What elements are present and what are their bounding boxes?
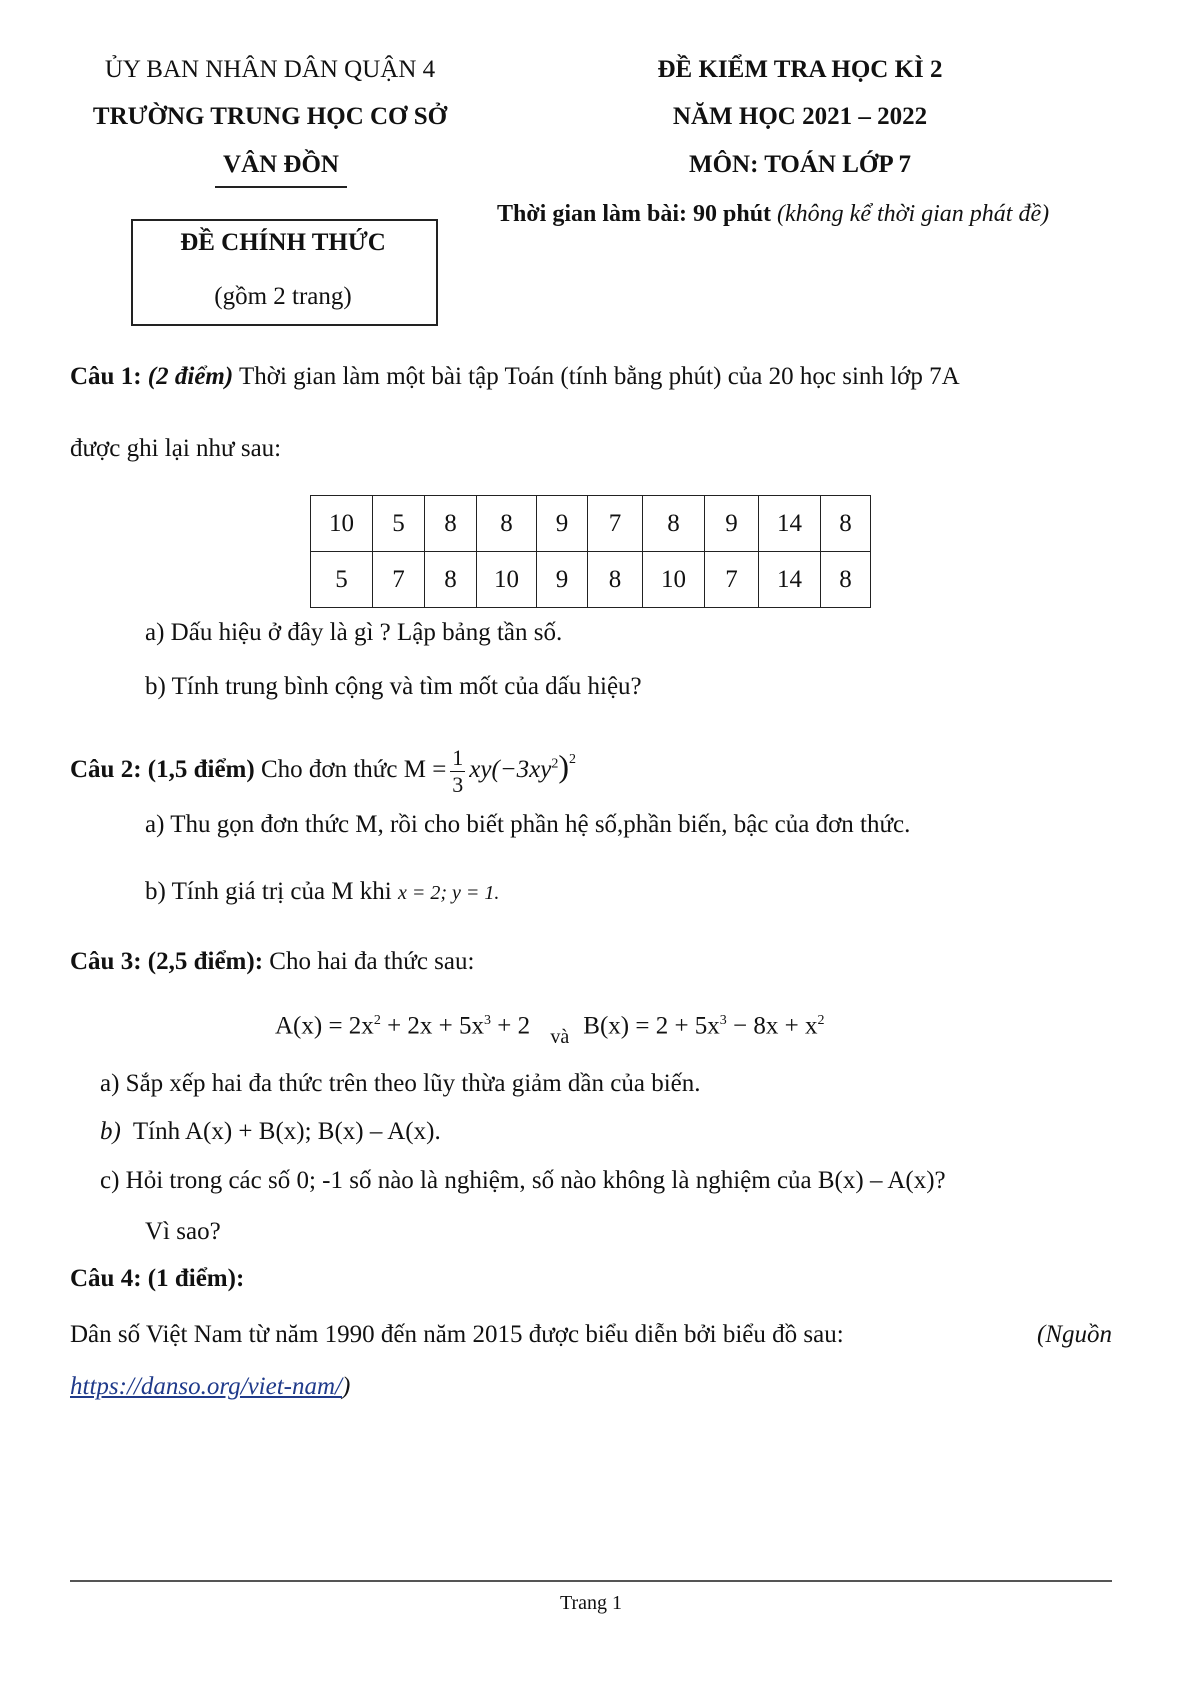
sup: 2 <box>373 1013 381 1028</box>
poly-a: + 2x + 5x <box>380 1012 485 1040</box>
table-cell: 10 <box>477 552 537 608</box>
poly-a: + 2 <box>491 1012 531 1040</box>
q1-body: Thời gian làm một bài tập Toán (tính bằng phút) của 20 học sinh lớp 7A <box>239 363 960 390</box>
q3-label: Câu 3: (2,5 điểm): <box>70 948 264 975</box>
q3-text <box>70 947 474 977</box>
q2-b <box>145 877 499 908</box>
time-note: (không kể thời gian phát đề) <box>777 201 1050 227</box>
paren-close: ) <box>341 1373 351 1400</box>
polynomials <box>275 1006 825 1052</box>
time-limit-bold: Thời gian làm bài: 90 phút <box>497 201 772 227</box>
table-row <box>311 496 871 552</box>
page-number: Trang 1 <box>559 1592 623 1614</box>
table-row <box>311 552 871 608</box>
table-cell: 8 <box>643 496 705 552</box>
q1-points: (2 điểm) <box>147 363 234 390</box>
school-year: NĂM HỌC 2021 – 2022 <box>672 103 928 130</box>
table-cell: 8 <box>821 496 871 552</box>
exam-title: ĐỀ KIỂM TRA HỌC KÌ 2 <box>657 56 943 83</box>
table-cell: 8 <box>425 496 477 552</box>
sup: 2 <box>817 1013 825 1028</box>
table-cell: 10 <box>311 496 373 552</box>
q4-body: Dân số Việt Nam từ năm 1990 đến năm 2015 được biểu diễn bởi biểu đồ sau: <box>70 1321 844 1348</box>
table-cell: 8 <box>477 496 537 552</box>
footer-divider <box>70 1580 1112 1582</box>
q3-c2: Vì sao? <box>145 1218 221 1245</box>
data-table <box>310 495 871 608</box>
official-label: ĐỀ CHÍNH THỨC <box>180 229 386 256</box>
frac-den: 3 <box>452 771 464 797</box>
header-school-name: VÂN ĐỒN <box>223 151 339 178</box>
q3-b-label: b) <box>100 1118 121 1145</box>
q2-b-text: b) Tính giá trị của M khi <box>145 878 392 905</box>
q2-text <box>70 730 576 800</box>
q1-label: Câu 1: <box>70 363 142 390</box>
q4-label: Câu 4: (1 điểm): <box>70 1265 245 1292</box>
table-cell: 5 <box>373 496 425 552</box>
table-cell: 14 <box>759 496 821 552</box>
q1-b: b) Tính trung bình cộng và tìm mốt của dấu hiệu? <box>145 673 642 700</box>
q3-a: a) Sắp xếp hai đa thức trên theo lũy thừa giảm dần của biến. <box>100 1070 701 1097</box>
formula-close: ) <box>558 748 570 784</box>
q3-body: Cho hai đa thức sau: <box>269 948 475 975</box>
q1-a: a) Dấu hiệu ở đây là gì ? Lập bảng tần số. <box>145 619 563 646</box>
poly-a: A(x) = 2x <box>275 1012 374 1040</box>
q4-source: (Nguồn <box>1037 1321 1112 1348</box>
formula-rest: xy(−3xy <box>469 756 552 783</box>
and-word: và <box>550 1026 570 1049</box>
frac-num: 1 <box>452 744 464 770</box>
table-cell: 8 <box>821 552 871 608</box>
table-cell: 8 <box>588 552 643 608</box>
table-cell: 7 <box>373 552 425 608</box>
table-cell: 7 <box>705 552 759 608</box>
source-link[interactable]: https://danso.org/viet-nam/ <box>70 1373 342 1400</box>
table-cell: 7 <box>588 496 643 552</box>
fraction <box>450 745 465 798</box>
q2-label: Câu 2: (1,5 điểm) <box>70 756 255 783</box>
poly-b: B(x) = 2 + 5x <box>583 1012 720 1040</box>
subject: MÔN: TOÁN LỚP 7 <box>688 151 912 178</box>
sup: 3 <box>719 1013 727 1028</box>
q4-text <box>70 1320 1112 1350</box>
q4-source-line <box>70 1372 350 1402</box>
q2-b-math: x = 2; y = 1. <box>397 882 500 904</box>
table-cell: 5 <box>311 552 373 608</box>
table-cell: 9 <box>705 496 759 552</box>
q2-a: a) Thu gọn đơn thức M, rồi cho biết phần hệ số,phần biến, bậc của đơn thức. <box>145 811 911 838</box>
q3-b-text: Tính A(x) + B(x); B(x) – A(x). <box>132 1118 441 1145</box>
q3-b <box>100 1117 441 1147</box>
exp-inner: 2 <box>551 756 559 772</box>
q2-body: Cho đơn thức <box>260 756 398 783</box>
sup: 3 <box>484 1013 492 1028</box>
formula-lhs: M = <box>403 756 447 783</box>
header-school: TRƯỜNG TRUNG HỌC CƠ SỞ <box>92 103 448 130</box>
table-cell: 14 <box>759 552 821 608</box>
header-district: ỦY BAN NHÂN DÂN QUẬN 4 <box>104 56 436 83</box>
underline-divider <box>215 186 347 188</box>
table-cell: 9 <box>537 552 588 608</box>
exp-outer: 2 <box>569 752 577 767</box>
page-count: (gồm 2 trang) <box>214 283 352 310</box>
q1-text2: được ghi lại như sau: <box>70 435 282 462</box>
poly-b: − 8x + x <box>726 1012 818 1040</box>
table-cell: 10 <box>643 552 705 608</box>
table-cell: 8 <box>425 552 477 608</box>
q3-c: c) Hỏi trong các số 0; -1 số nào là nghiệm, số nào không là nghiệm của B(x) – A(x)? <box>100 1167 946 1194</box>
time-limit <box>497 199 1049 229</box>
q1-text <box>70 362 960 392</box>
table-cell: 9 <box>537 496 588 552</box>
